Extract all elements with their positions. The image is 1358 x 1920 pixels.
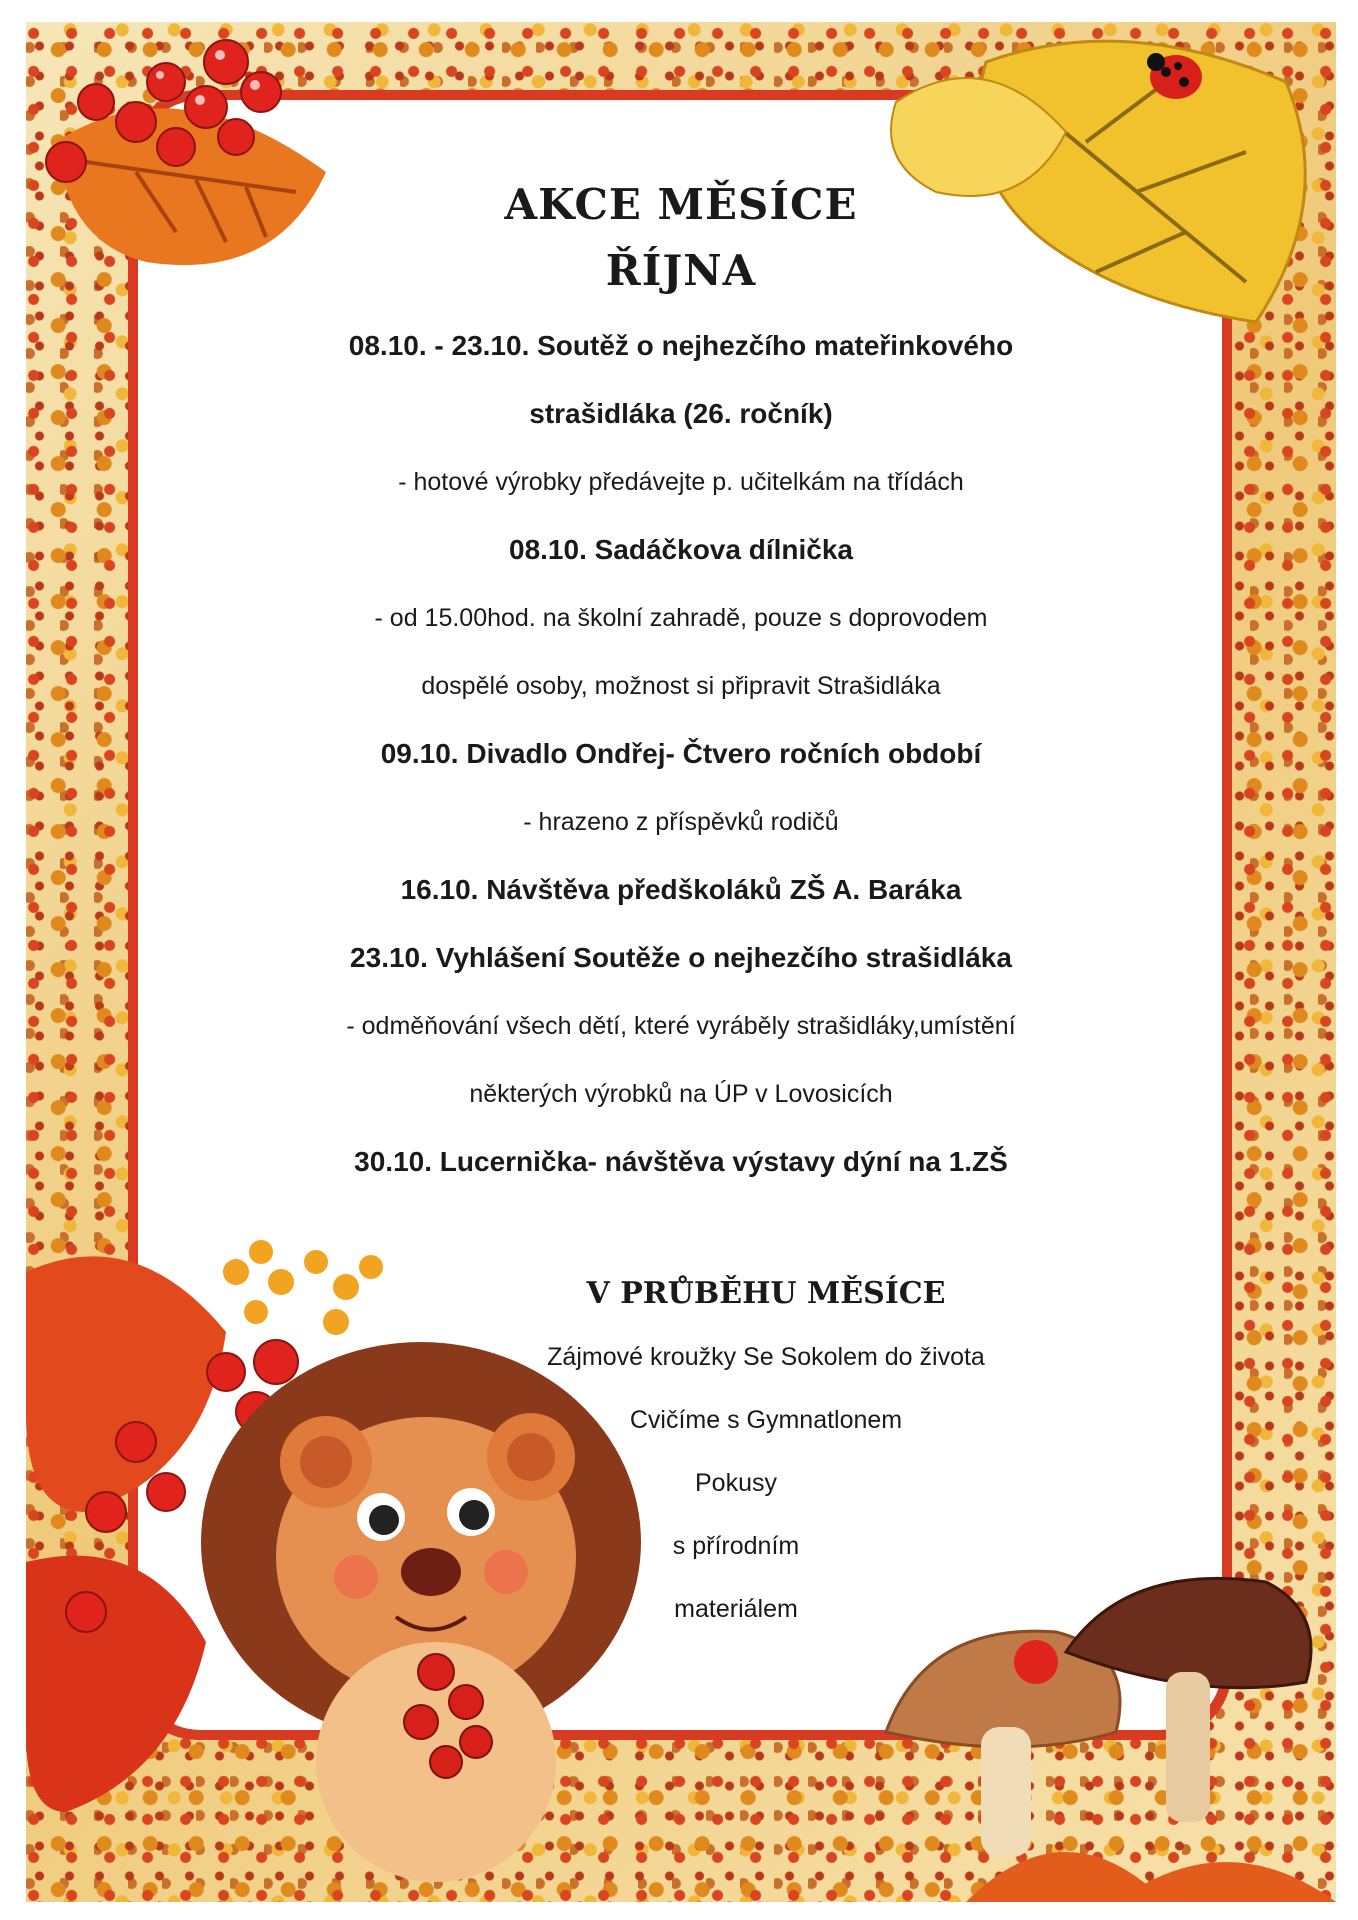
month-activity-line: Zájmové kroužky Se Sokolem do života (547, 1343, 985, 1371)
poster-sheet (26, 22, 1336, 1902)
month-activities (456, 1262, 1076, 1641)
event-line: dospělé osoby, možnost si připravit Strašidláka (421, 672, 941, 700)
event-line: 16.10. Návštěva předškoláků ZŠ A. Baráka (400, 874, 962, 905)
poster-title: AKCE MĚSÍCE (504, 180, 858, 229)
month-activity-line: s přírodním (672, 1532, 800, 1560)
month-activity-line: materiálem (674, 1595, 798, 1623)
event-line: - od 15.00hod. na školní zahradě, pouze s doprovodem (374, 604, 988, 632)
event-line: některých výrobků na ÚP v Lovosicích (469, 1080, 893, 1108)
event-line: 30.10. Lucernička- návštěva výstavy dýní na 1.ZŠ (354, 1146, 1008, 1177)
poster-title-month: ŘÍJNA (605, 246, 757, 295)
event-line: strašidláka (26. ročník) (529, 398, 833, 429)
poster-content (176, 172, 1186, 1196)
event-line: 08.10. - 23.10. Soutěž o nejhezčího mateřinkového (348, 330, 1014, 361)
event-line: - hotové výrobky předávejte p. učitelkám na třídách (398, 468, 964, 496)
event-line: 08.10. Sadáčkova dílnička (509, 534, 853, 565)
event-line: - odměňování všech dětí, které vyráběly strašidláky,umístění (346, 1012, 1016, 1040)
event-line: 23.10. Vyhlášení Soutěže o nejhezčího strašidláka (350, 942, 1012, 973)
event-line: - hrazeno z příspěvků rodičů (523, 808, 839, 836)
month-activities-heading: V PRŮBĚHU MĚSÍCE (586, 1276, 946, 1311)
month-activity-line: Cvičíme s Gymnatlonem (629, 1406, 903, 1434)
event-line: 09.10. Divadlo Ondřej- Čtvero ročních období (380, 738, 982, 769)
month-activity-line: Pokusy (695, 1469, 777, 1497)
